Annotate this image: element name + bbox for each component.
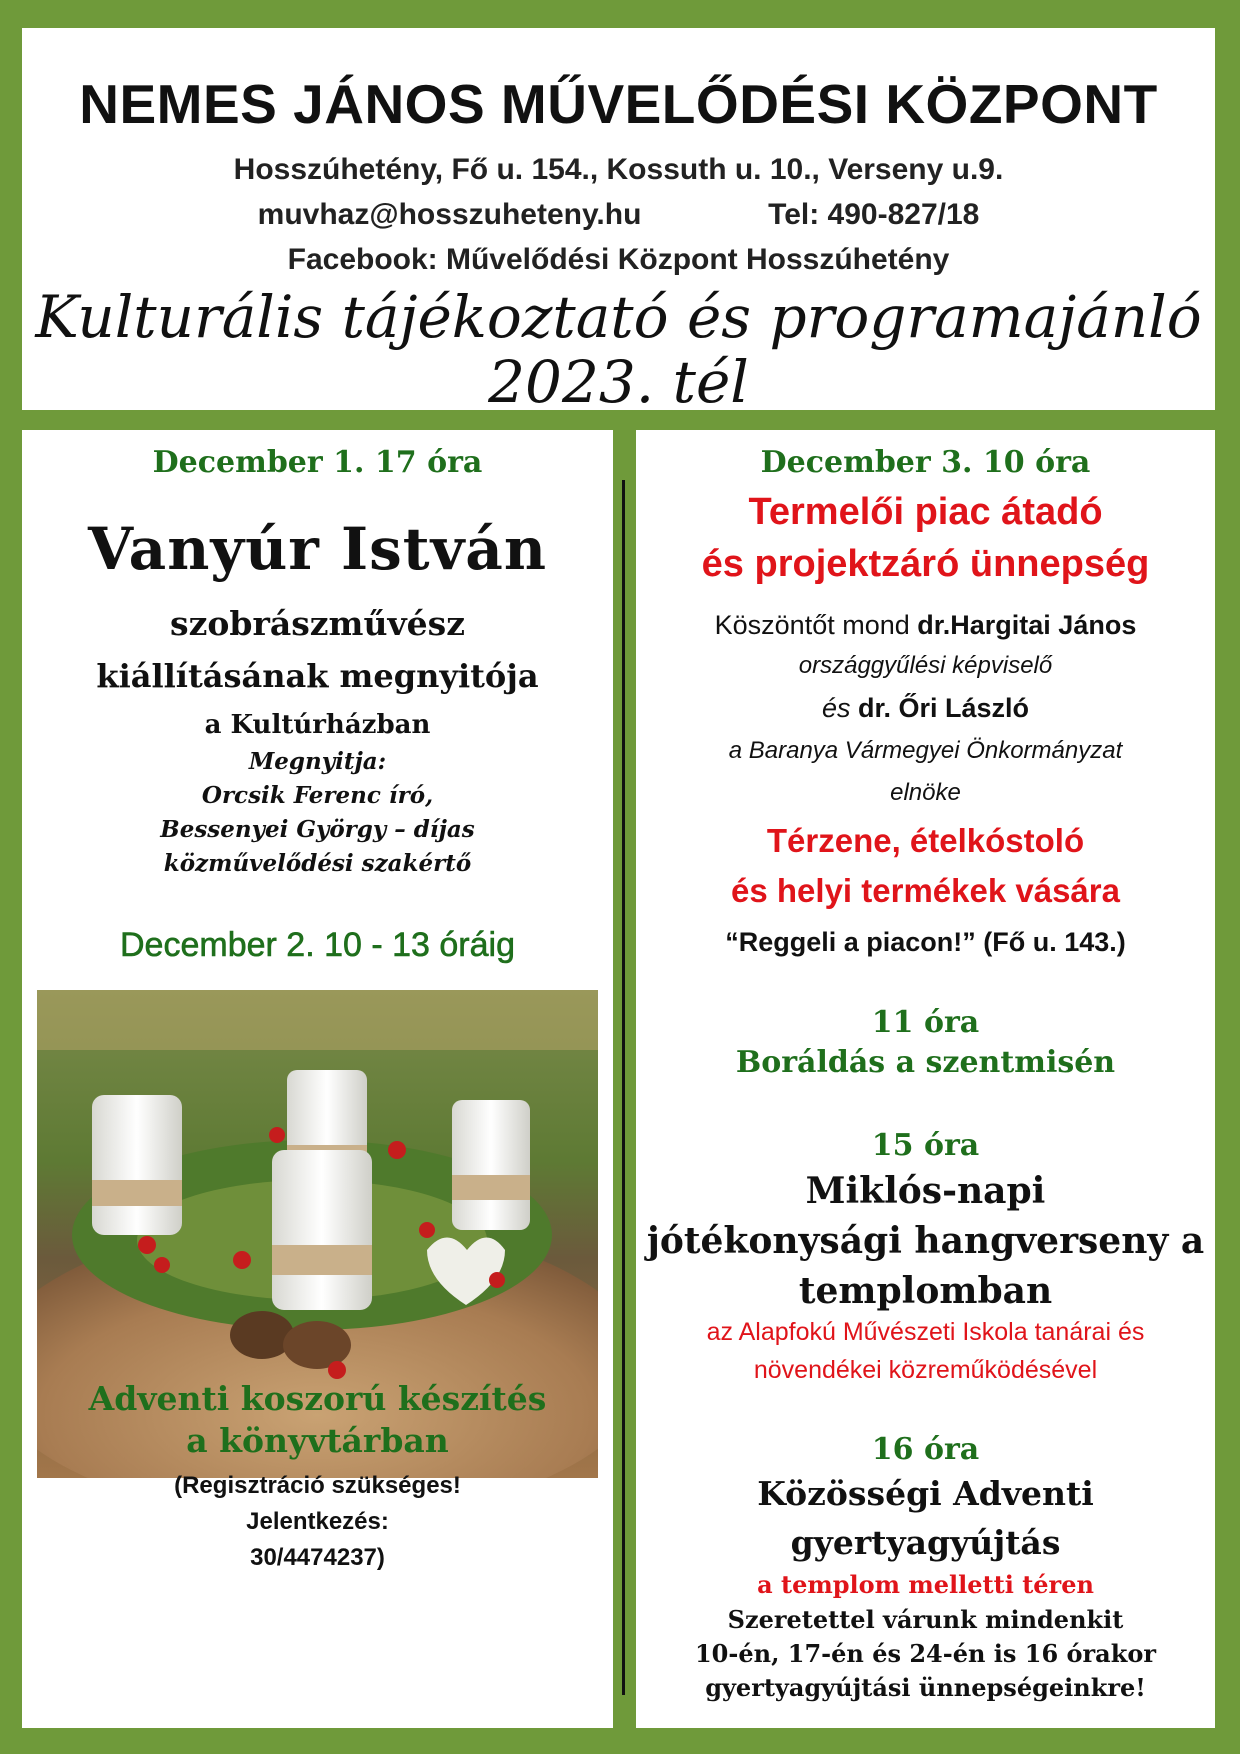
phone: Tel: 490-827/18: [768, 198, 980, 231]
event2-note2: Jelentkezés:: [246, 1508, 389, 1535]
subtitle: Kulturális tájékoztató és programajánló: [35, 283, 1202, 351]
event2-note3: 30/4474237): [250, 1544, 385, 1571]
ev15-title3: templomban: [798, 1270, 1053, 1312]
ev11-time: 11 óra: [871, 1005, 980, 1040]
ev16-place: a templom melletti téren: [757, 1570, 1094, 1599]
facebook: Facebook: Művelődési Központ Hosszúhetény: [287, 243, 950, 276]
event2-note1: (Regisztráció szükséges!: [174, 1472, 461, 1499]
greeter2: dr. Őri László: [857, 693, 1030, 723]
breakfast: “Reggeli a piacon!” (Fő u. 143.): [725, 927, 1126, 957]
address: Hosszúhetény, Fő u. 154., Kossuth u. 10., Verseny u.9.: [233, 153, 1004, 186]
ev16-note3: gyertyagyújtási ünnepségeinkre!: [705, 1673, 1146, 1702]
event1-desc: kiállításának megnyitója: [96, 657, 539, 695]
ev15-note2: növendékei közreműködésével: [753, 1356, 1098, 1384]
column-divider: [622, 480, 625, 1695]
event1-opens-label: Megnyitja:: [248, 748, 387, 775]
ev15-time: 15 óra: [871, 1128, 980, 1163]
greeter2-line: [636, 693, 1215, 725]
event2-title2: a könyvtárban: [186, 1421, 449, 1460]
email: muvhaz@hosszuheteny.hu: [257, 198, 642, 231]
event1-opener1: Orcsik Ferenc író,: [201, 782, 434, 809]
ev16-note2: 10-én, 17-én és 24-én is 16 órakor: [694, 1639, 1156, 1668]
greeter2-title1: a Baranya Vármegyei Önkormányzat: [728, 737, 1123, 764]
center-title: NEMES JÁNOS MŰVELŐDÉSI KÖZPONT: [79, 73, 1158, 135]
header-panel: [22, 28, 1215, 416]
ev16-title2: gyertyagyújtás: [790, 1523, 1061, 1562]
ev15-title1: Miklós-napi: [805, 1170, 1046, 1212]
greeting-prefix: Köszöntőt mond: [714, 610, 918, 640]
event1-opener2: Bessenyei György – díjas: [160, 816, 475, 843]
ev16-time: 16 óra: [871, 1432, 980, 1467]
market-title2: és projektzáró ünnepség: [701, 543, 1150, 585]
ev11-title: Boráldás a szentmisén: [735, 1045, 1116, 1080]
ev16-title1: Közösségi Adventi: [757, 1474, 1094, 1513]
dec3-date: December 3. 10 óra: [760, 445, 1091, 480]
event1-place: a Kultúrházban: [204, 710, 431, 740]
greeting-line: [636, 610, 1215, 642]
ev15-note1: az Alapfokú Művészeti Iskola tanárai és: [706, 1318, 1145, 1346]
greeter2-prefix: és: [821, 693, 858, 723]
ev16-note1: Szeretettel várunk mindenkit: [727, 1605, 1124, 1634]
greeter1: dr.Hargitai János: [917, 610, 1137, 640]
extras2: és helyi termékek vására: [731, 872, 1120, 909]
ev15-title2: jótékonysági hangverseny a: [646, 1220, 1205, 1262]
season: 2023. tél: [488, 348, 749, 416]
event1-role: szobrászművész: [170, 604, 465, 643]
event2-date: December 2. 10 - 13 óráig: [120, 926, 515, 964]
market-title1: Termelői piac átadó: [748, 491, 1103, 533]
event2-title1: Adventi koszorú készítés: [88, 1379, 547, 1418]
extras1: Térzene, ételkóstoló: [766, 822, 1085, 859]
left-column: [22, 430, 613, 1728]
event1-opener3: közművelődési szakértő: [163, 850, 472, 877]
right-column: [636, 430, 1215, 1728]
greeter2-title2: elnöke: [890, 779, 961, 806]
event1-name: Vanyúr István: [87, 515, 548, 583]
greeter1-title: országgyűlési képviselő: [798, 652, 1053, 679]
contact-line: [22, 198, 1215, 232]
event1-date: December 1. 17 óra: [152, 445, 483, 480]
